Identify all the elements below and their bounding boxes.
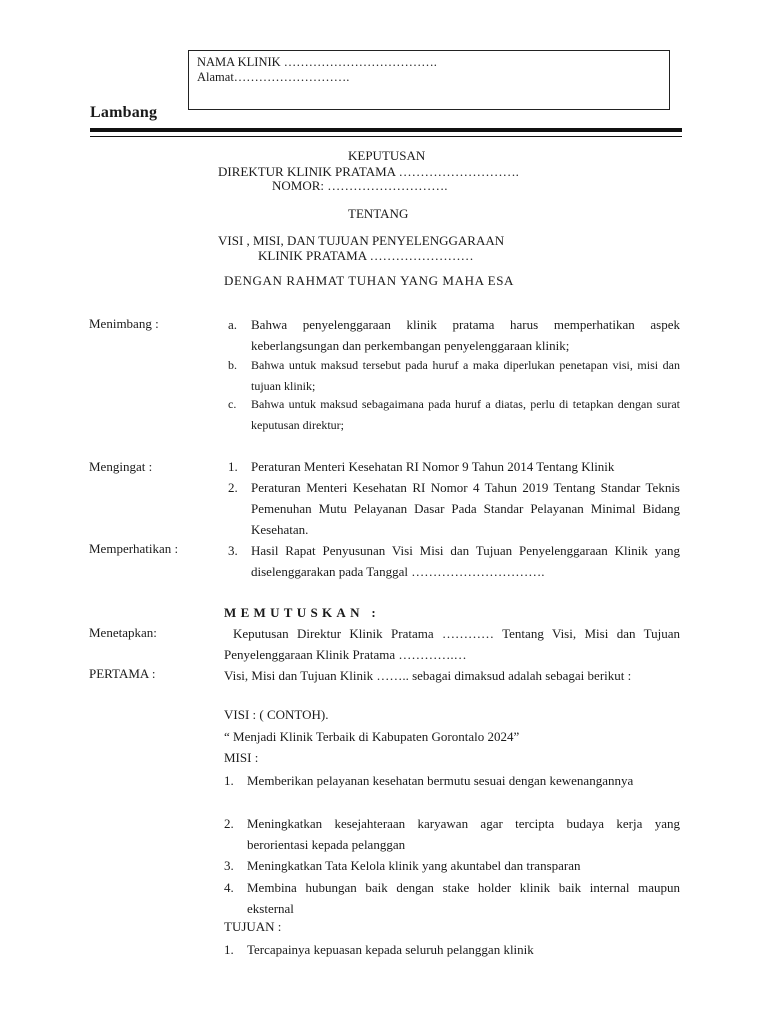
recalling-item-2	[228, 477, 680, 540]
mission-item-4	[224, 877, 680, 919]
item-marker: 1.	[224, 942, 234, 957]
mission-item-3	[224, 855, 680, 876]
first-label: PERTAMA :	[89, 666, 156, 681]
header-rule-thin	[90, 136, 682, 137]
vision-text: “ Menjadi Klinik Terbaik di Kabupaten Gorontalo 2024”	[224, 729, 520, 744]
item-text: Peraturan Menteri Kesehatan RI Nomor 9 Tahun 2014 Tentang Klinik	[251, 459, 615, 474]
item-text: Membina hubungan baik dengan stake holder klinik baik internal maupun eksternal	[247, 880, 680, 916]
item-text: Memberikan pelayanan kesehatan bermutu sesuai dengan kewenangannya	[247, 773, 634, 788]
goal-item-1	[224, 939, 680, 960]
item-text: Tercapainya kepuasan kepada seluruh pelanggan klinik	[247, 942, 534, 957]
invocation: DENGAN RAHMAT TUHAN YANG MAHA ESA	[224, 273, 515, 288]
item-text: Bahwa untuk maksud tersebut pada huruf a maka diperlukan penetapan visi, misi dan tujuan klinik;	[251, 358, 680, 393]
mission-item-1	[224, 770, 680, 791]
header-rule-thick	[90, 128, 682, 132]
item-text: Hasil Rapat Penyusunan Visi Misi dan Tujuan Penyelenggaraan Klinik yang diselenggarakan pada Tanggal ………………………….	[251, 543, 680, 579]
clinic-header-box	[188, 50, 670, 110]
mission-item-2	[224, 813, 680, 855]
decree-subject-line2: KLINIK PRATAMA ……………………	[258, 248, 474, 263]
item-marker: 1.	[228, 459, 238, 474]
item-marker: 2.	[224, 816, 234, 831]
decides-heading: MEMUTUSKAN :	[224, 605, 380, 620]
item-text: Bahwa penyelenggaraan klinik pratama harus memperhatikan aspek keberlangsungan dan perkembangan penyelenggaraan klinik;	[251, 317, 680, 353]
recalling-item-1	[228, 456, 680, 477]
considering-item-c	[228, 394, 680, 436]
observing-item-3	[228, 540, 680, 582]
considering-item-b	[228, 355, 680, 397]
observing-label: Memperhatikan :	[89, 541, 179, 556]
decree-subject-line1: VISI , MISI, DAN TUJUAN PENYELENGGARAAN	[218, 233, 505, 248]
vision-heading: VISI : ( CONTOH).	[224, 707, 329, 722]
about-heading: TENTANG	[348, 206, 409, 221]
item-marker: 2.	[228, 480, 238, 495]
item-marker: 4.	[224, 880, 234, 895]
stipulating-label: Menetapkan:	[89, 625, 157, 640]
stipulating-text: Keputusan Direktur Klinik Pratama ………… Tentang Visi, Misi dan Tujuan Penyelenggaraan Klinik Pratama ………….…	[224, 626, 680, 662]
considering-label: Menimbang :	[89, 316, 159, 331]
item-text: Meningkatkan kesejahteraan karyawan agar tercipta budaya kerja yang berorientasi kepada pelanggan	[247, 816, 680, 852]
item-marker: 1.	[224, 773, 234, 788]
decree-number: NOMOR: ……………………….	[272, 178, 448, 193]
item-text: Meningkatkan Tata Kelola klinik yang akuntabel dan transparan	[247, 858, 581, 873]
item-marker: 3.	[228, 543, 238, 558]
considering-item-a	[228, 314, 680, 356]
first-intro: Visi, Misi dan Tujuan Klinik …….. sebagai dimaksud adalah sebagai berikut :	[224, 668, 632, 683]
goals-heading: TUJUAN :	[224, 919, 282, 934]
clinic-name: NAMA KLINIK ……………………………….	[197, 55, 437, 69]
item-text: Bahwa untuk maksud sebagaimana pada huruf a diatas, perlu di tetapkan dengan surat keputusan direktur;	[251, 397, 680, 432]
emblem-placeholder: Lambang	[90, 104, 158, 121]
item-marker: b.	[228, 358, 237, 372]
item-marker: c.	[228, 397, 237, 411]
item-marker: a.	[228, 317, 238, 332]
decree-title: KEPUTUSAN	[348, 148, 426, 163]
recalling-label: Mengingat :	[89, 459, 153, 474]
decree-issuer: DIREKTUR KLINIK PRATAMA ……………………….	[218, 164, 519, 179]
item-text: Peraturan Menteri Kesehatan RI Nomor 4 Tahun 2019 Tentang Standar Teknis Pemenuhan Mutu Pelayanan Dasar Pada Standar Pelayanan Minimal Bidang Kesehatan.	[251, 480, 680, 537]
mission-heading: MISI :	[224, 750, 259, 765]
clinic-address: Alamat……………………….	[197, 70, 350, 84]
item-marker: 3.	[224, 858, 234, 873]
